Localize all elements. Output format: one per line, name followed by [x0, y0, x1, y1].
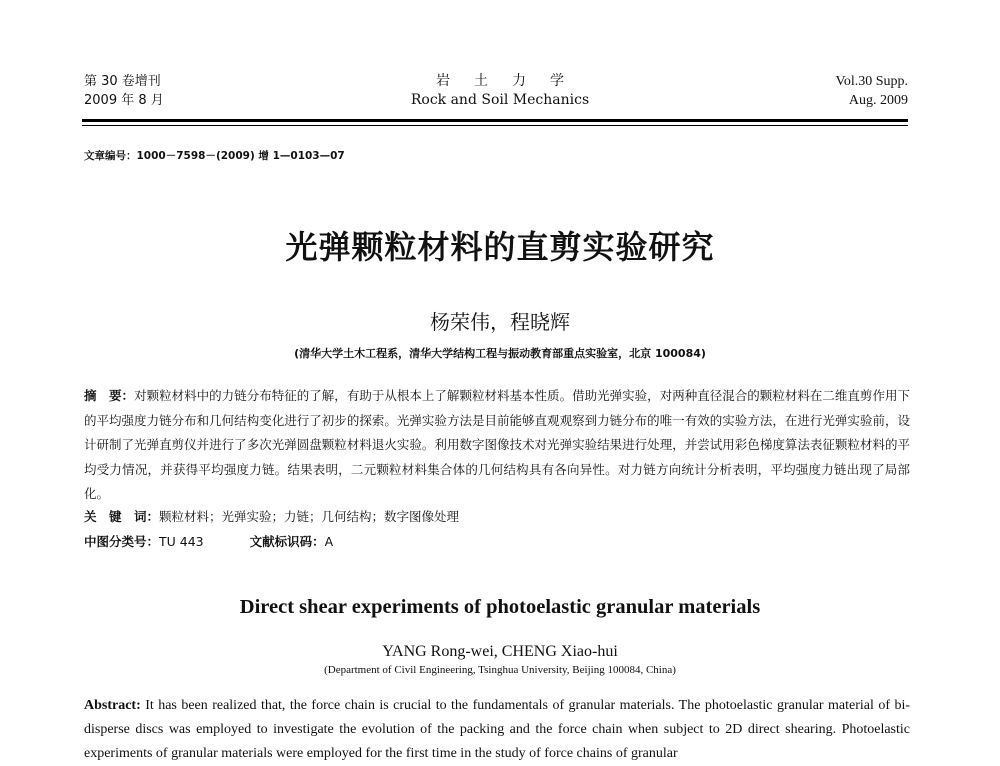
abstract-cn-label: 摘 要：	[84, 388, 135, 403]
publication-date: 2009 年 8 月	[84, 93, 164, 108]
journal-name-cn: 岩土力学	[436, 73, 588, 89]
doc-code-label: 文献标识码：	[249, 534, 325, 549]
keywords-cn-label: 关 键 词：	[84, 509, 160, 524]
header-rule-thick	[82, 119, 908, 122]
affiliation-cn: (清华大学土木工程系，清华大学结构工程与振动教育部重点实验室，北京 100084)	[294, 347, 706, 360]
paper-title-en: Direct shear experiments of photoelastic granular materials	[239, 596, 761, 618]
clc-value: TU 443	[159, 534, 204, 549]
volume-issue-en: Vol.30 Supp.	[835, 74, 908, 89]
header-rule-thin	[82, 125, 908, 126]
doc-code-value: A	[324, 534, 334, 549]
keywords-cn	[84, 507, 459, 525]
abstract-cn-text: 对颗粒材料中的力链分布特征的了解，有助于从根本上了解颗粒材料基本性质。借助光弹实验，对两种直径混合的颗粒材料在二维直剪作用下的平均强度力链分布和几何结构变化进行了初步的探索。光弹实验方法是目前能够直观观察到力链分布的唯一有效的实验方法，在进行光弹实验前，设计研制了光弹直剪仪并进行了多次光弹圆盘颗粒材料退火实验。利用数字图像技术对光弹实验结果进行处理，并尝试用彩色梯度算法表征颗粒材料的平均受力情况，并获得平均强度力链。结果表明，二元颗粒材料集合体的几何结构具有各向异性。对力链方向统计分析表明，平均强度力链出现了局部化。	[84, 388, 910, 501]
journal-name-en: Rock and Soil Mechanics	[410, 92, 590, 108]
publication-date-en: Aug. 2009	[848, 93, 908, 108]
article-number: 文章编号：1000－7598－(2009) 增 1—0103—07	[84, 150, 345, 162]
authors-en: YANG Rong-wei, CHENG Xiao-hui	[382, 643, 618, 660]
abstract-en-text: It has been realized that, the force chain is crucial to the fundamentals of granular materials. The photoelastic granular material of bi-disperse discs was employed to investigate the evolution of the packing and the force chain when subject to 2D direct shearing. Photoelastic experiments of granular materials were employed for the first time in the study of force chains of granular	[84, 698, 911, 761]
abstract-cn	[84, 384, 910, 507]
paper-title-cn: 光弹颗粒材料的直剪实验研究	[285, 228, 715, 266]
clc-label: 中图分类号：	[84, 534, 160, 549]
authors-cn: 杨荣伟，程晓辉	[430, 310, 570, 334]
volume-issue: 第 30 卷增刊	[84, 74, 161, 89]
abstract-en	[84, 694, 910, 766]
keywords-cn-text: 颗粒材料；光弹实验；力链；几何结构；数字图像处理	[159, 509, 460, 524]
volume-info-en	[836, 72, 908, 110]
affiliation-en: (Department of Civil Engineering, Tsinghua University, Beijing 100084, China)	[324, 664, 676, 676]
classification-line	[84, 532, 333, 550]
abstract-en-label: Abstract:	[84, 698, 141, 713]
